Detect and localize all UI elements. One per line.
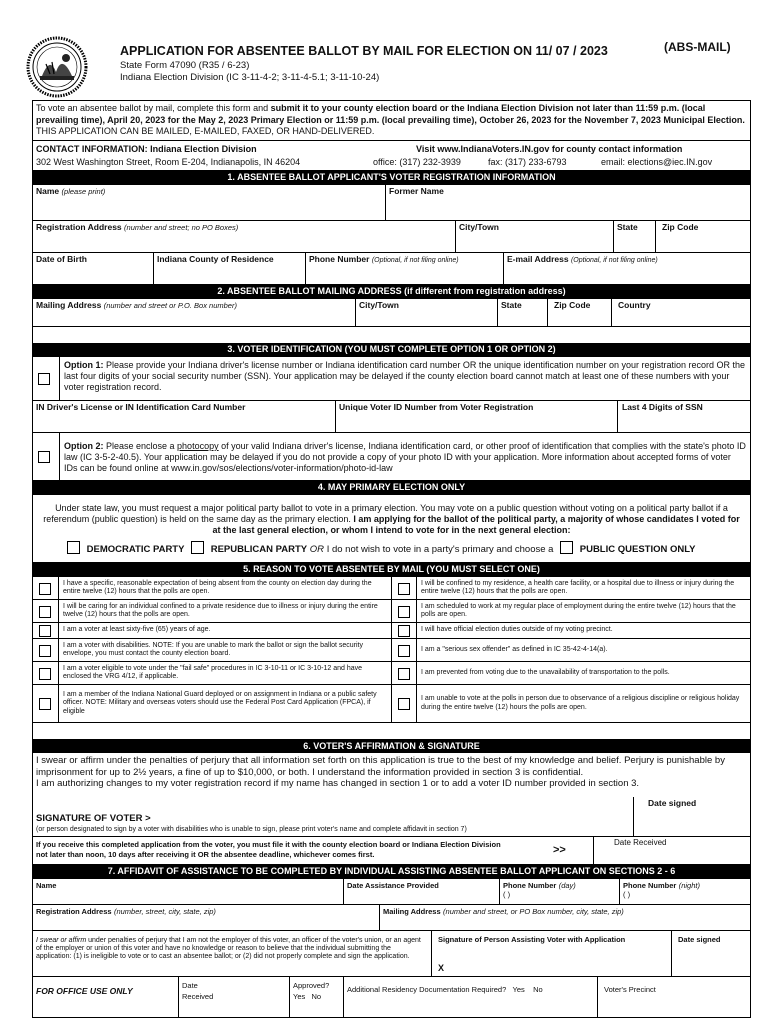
reason-checkbox-cell bbox=[33, 600, 59, 622]
arrow-icon: >> bbox=[553, 844, 566, 856]
affidavit-text bbox=[33, 931, 431, 976]
assistant-name-label: Name bbox=[36, 881, 57, 890]
reason-right-4-checkbox[interactable] bbox=[398, 645, 410, 657]
primary-applying: I am applying for the ballot of the political party, a majority of whose candidates I voted for at the last general election, or whom I intend to vote for in the next general election: bbox=[212, 513, 740, 535]
visit-website: Visit www.IndianaVoters.IN.gov for county contact information bbox=[416, 144, 683, 154]
mailing-zip-field[interactable] bbox=[547, 299, 611, 326]
mailing-city-label: City/Town bbox=[359, 300, 399, 310]
reason-right-1-text: I will be confined to my residence, a health care facility, or a hospital due to illness or injury during the entire twelve (12) hours that the polls are open. bbox=[421, 579, 735, 595]
option-2-checkbox-cell bbox=[33, 433, 59, 480]
reason-right-6-text: I am unable to vote at the polls in person due to observance of a religious discipline or religious holiday during the entire twelve (12) hours the polls are open. bbox=[421, 695, 740, 711]
form-title: APPLICATION FOR ABSENTEE BALLOT BY MAIL FOR ELECTION ON 11/ 07 / 2023 bbox=[120, 44, 608, 58]
reason-row bbox=[33, 639, 750, 662]
division-email: email: elections@iec.IN.gov bbox=[601, 157, 713, 167]
option-1-text bbox=[59, 357, 750, 400]
former-name-label: Former Name bbox=[389, 186, 444, 196]
office-residency-label: Additional Residency Documentation Required? bbox=[347, 985, 507, 994]
reason-checkbox-cell bbox=[33, 623, 59, 638]
affidavit-body: under penalties of perjury that I am not the employer of this voter, an officer of the voter's union, or an agent of the employer or union of this voter and have no knowledge or reason to believe that the individual submitting the application: (1) is ineligible to vote or to cast an absentee ballot; or (2) did not properly complete and sign the application. bbox=[36, 937, 421, 961]
office-precinct-field[interactable] bbox=[597, 977, 750, 1017]
phone-label: Phone Number bbox=[309, 254, 370, 264]
section-1-header: 1. ABSENTEE BALLOT APPLICANT'S VOTER REGISTRATION INFORMATION bbox=[33, 171, 750, 185]
mailing-address-row bbox=[33, 299, 750, 327]
signature-x-mark: X bbox=[438, 963, 445, 973]
ssn-label: Last 4 Digits of SSN bbox=[622, 402, 703, 412]
assistant-address-row bbox=[33, 905, 750, 931]
section-4-header: 4. MAY PRIMARY ELECTION ONLY bbox=[33, 481, 750, 495]
reason-checkbox-cell bbox=[391, 639, 417, 661]
section-5-header: 5. REASON TO VOTE ABSENTEE BY MAIL (YOU MUST SELECT ONE) bbox=[33, 563, 750, 577]
phone-day-paren: ( ) bbox=[503, 889, 511, 899]
office-precinct-label: Voter's Precinct bbox=[604, 985, 656, 994]
republican-label: REPUBLICAN PARTY bbox=[210, 544, 308, 555]
primary-intro: Under state law, you must request a major political party ballot to vote in a primary election. You may vote on a public question without voting on a political party ballot if a referendum (public question) is held on the same day as the primary election. bbox=[43, 503, 728, 524]
option-1-checkbox-cell bbox=[33, 357, 59, 400]
office-approved-label: Approved? bbox=[293, 981, 330, 990]
name-hint: (please print) bbox=[61, 187, 106, 196]
intro-delivery-text: THIS APPLICATION CAN BE MAILED, E-MAILED, FAXED, OR HAND-DELIVERED. bbox=[36, 126, 375, 137]
country-label: Country bbox=[618, 300, 651, 310]
city-label: City/Town bbox=[459, 222, 499, 232]
date-received-label: Date Received bbox=[614, 838, 667, 847]
indiana-state-seal bbox=[26, 36, 88, 98]
reason-left-6-checkbox[interactable] bbox=[39, 698, 51, 710]
reason-left-5-text: I am a voter eligible to vote under the "fail safe" procedures in IC 3-10-11 or IC 3-10-12 and have enclosed the VRG 4/12, if applicable. bbox=[63, 664, 363, 680]
option-2-checkbox[interactable] bbox=[38, 451, 50, 463]
reason-row bbox=[33, 600, 750, 623]
country-field[interactable] bbox=[611, 299, 750, 326]
democratic-checkbox[interactable] bbox=[67, 541, 80, 554]
affirmation-authorize: I am authorizing changes to my voter registration record if my name has changed in section 1 or to add a voter ID number provided in section 3. bbox=[36, 778, 640, 790]
email-label: E-mail Address bbox=[507, 254, 569, 264]
intro-deadline-text: submit it to your county election board or the Indiana Election Division not later than 11:59 p.m. (local prevailing time), April 20, 2023 for the May 2, 2023 Primary Election or 11:59 p.m. (local prevailing time), October 26, 2023 for the November 7, 2023 Municipal Election. bbox=[36, 103, 745, 125]
night-hint: (night) bbox=[678, 881, 700, 890]
office-phone: office: (317) 232-3939 bbox=[373, 157, 461, 167]
fax-number: fax: (317) 233-6793 bbox=[488, 157, 567, 167]
applicant-name-row bbox=[33, 185, 750, 221]
phone-day-field[interactable] bbox=[499, 879, 619, 904]
mailing-address-field[interactable] bbox=[33, 299, 355, 326]
name-field[interactable] bbox=[33, 185, 385, 220]
reason-checkbox-cell bbox=[33, 639, 59, 661]
reason-checkbox-cell bbox=[33, 685, 59, 722]
assistant-mailing-label: Mailing Address bbox=[383, 907, 441, 916]
dob-field[interactable] bbox=[33, 253, 153, 284]
reason-left-1-checkbox[interactable] bbox=[39, 583, 51, 595]
former-name-field[interactable] bbox=[385, 185, 750, 220]
unique-voter-id-field[interactable] bbox=[335, 401, 617, 432]
ssn-field[interactable] bbox=[617, 401, 750, 432]
form-frame bbox=[32, 100, 751, 1018]
phone-field[interactable] bbox=[305, 253, 503, 284]
or-label: OR bbox=[307, 544, 327, 555]
section-2-header: 2. ABSENTEE BALLOT MAILING ADDRESS (if different from registration address) bbox=[33, 285, 750, 299]
id-numbers-row bbox=[33, 401, 750, 433]
option-1-label: Option 1: bbox=[64, 360, 104, 370]
assistant-mailing-hint: (number and street, or PO Box number, city, state, zip) bbox=[443, 907, 624, 916]
reason-left-4-text: I am a voter with disabilities. NOTE: If you are unable to mark the ballot or sign the ballot security envelope, you must contact the county election board. bbox=[63, 641, 363, 657]
phone-day-label: Phone Number bbox=[503, 881, 557, 890]
form-page bbox=[24, 28, 752, 1018]
received-instructions: If you receive this completed application from the voter, you must file it with the county election board or Indiana Election Division not later than noon, 10 days after receiving it OR the absentee deadline, whichever comes first. bbox=[36, 840, 501, 859]
received-row bbox=[33, 837, 750, 865]
affidavit-swear: I swear or affirm bbox=[36, 937, 87, 944]
state-label: State bbox=[617, 222, 638, 232]
reason-checkbox-cell bbox=[391, 685, 417, 722]
signature-row bbox=[33, 797, 750, 837]
option-2-text bbox=[59, 433, 750, 480]
voter-date-signed-label: Date signed bbox=[648, 798, 697, 808]
office-residency-yes[interactable]: Yes bbox=[512, 985, 525, 994]
office-approved-field[interactable] bbox=[289, 977, 343, 1017]
reason-checkbox-cell bbox=[391, 577, 417, 599]
office-approved-no[interactable]: No bbox=[311, 991, 322, 1001]
office-residency-no[interactable]: No bbox=[533, 985, 543, 994]
assistant-signature-label: Signature of Person Assisting Voter with Application bbox=[438, 935, 626, 944]
party-choice-row bbox=[33, 539, 750, 556]
mailing-city-field[interactable] bbox=[355, 299, 497, 326]
office-approved-yes[interactable]: Yes bbox=[293, 991, 306, 1001]
reason-row bbox=[33, 623, 750, 639]
voter-date-signed-field[interactable] bbox=[633, 797, 750, 836]
email-hint: (Optional, if not filing online) bbox=[570, 257, 658, 264]
reason-right-2-text: I am scheduled to work at my regular place of employment during the entire twelve (12) hours that the polls are open. bbox=[421, 602, 736, 618]
reason-right-3-text: I will have official election duties outside of my voting precinct. bbox=[421, 626, 613, 634]
reason-right-1-checkbox[interactable] bbox=[398, 583, 410, 595]
reason-left-2-checkbox[interactable] bbox=[39, 606, 51, 618]
republican-checkbox[interactable] bbox=[191, 541, 204, 554]
reason-left-6-text: I am a member of the Indiana National Guard deployed or on assignment in Indiana or a public safety officer. NOTE: Military and overseas voters should use the Federal Post Card Application (FPCA), if eligible bbox=[63, 691, 377, 715]
assistant-registration-field[interactable] bbox=[33, 905, 379, 930]
zip-label: Zip Code bbox=[662, 222, 699, 232]
option-2-text-a: Please enclose a bbox=[103, 441, 178, 451]
section-7-header: 7. AFFIDAVIT OF ASSISTANCE TO BE COMPLETED BY INDIVIDUAL ASSISTING ABSENTEE BALLOT APPLICANT ON SECTIONS 2 - 6 bbox=[33, 865, 750, 879]
contact-info bbox=[33, 141, 750, 171]
phone-night-field[interactable] bbox=[619, 879, 750, 904]
public-question-text: I do not wish to vote in a party's primary and choose a bbox=[326, 544, 554, 555]
registration-address-label: Registration Address bbox=[36, 222, 122, 232]
reason-checkbox-cell bbox=[33, 662, 59, 684]
date-assistance-label: Date Assistance Provided bbox=[347, 881, 439, 890]
voter-signature-field[interactable] bbox=[33, 797, 633, 836]
reason-right-5-checkbox[interactable] bbox=[398, 668, 410, 680]
reason-left-2-text: I will be caring for an individual confined to a private residence due to illness or injury during the entire twelve (12) hours that the polls are open. bbox=[63, 602, 378, 618]
reason-row bbox=[33, 577, 750, 600]
assistant-signature-field[interactable] bbox=[431, 931, 671, 976]
assistant-date-signed-label: Date signed bbox=[678, 935, 721, 944]
reason-checkbox-cell bbox=[391, 600, 417, 622]
county-label: Indiana County of Residence bbox=[157, 254, 274, 264]
reason-left-3-checkbox[interactable] bbox=[39, 625, 51, 637]
assistant-name-field[interactable] bbox=[33, 879, 343, 904]
form-code: (ABS-MAIL) bbox=[664, 40, 731, 54]
unique-voter-id-label: Unique Voter ID Number from Voter Registration bbox=[339, 402, 534, 412]
option-1-checkbox[interactable] bbox=[38, 373, 50, 385]
reason-right-2-checkbox[interactable] bbox=[398, 606, 410, 618]
email-field[interactable] bbox=[503, 253, 750, 284]
public-question-label: PUBLIC QUESTION ONLY bbox=[579, 544, 696, 555]
reason-row bbox=[33, 685, 750, 723]
assistant-registration-hint: (number, street, city, state, zip) bbox=[113, 907, 216, 916]
option-1-row bbox=[33, 357, 750, 401]
option-2-photocopy: photocopy bbox=[177, 441, 219, 451]
assistant-info-row bbox=[33, 879, 750, 905]
phone-night-paren: ( ) bbox=[623, 889, 631, 899]
option-1-description: Please provide your Indiana driver's license number or Indiana identification card number OR the unique identification number on your registration record OR the last four digits of your social security number (SSN). Your application may be delayed if the county election board cannot match at least one of these numbers with your voter registration record. bbox=[64, 360, 746, 392]
city-field[interactable] bbox=[455, 221, 613, 252]
assistant-date-signed-field[interactable] bbox=[671, 931, 750, 976]
reason-right-5-text: I am prevented from voting due to the unavailability of transportation to the polls. bbox=[421, 668, 670, 676]
reason-row bbox=[33, 662, 750, 685]
dob-label: Date of Birth bbox=[36, 254, 87, 264]
assistant-mailing-field[interactable] bbox=[379, 905, 750, 930]
day-hint: (day) bbox=[558, 881, 576, 890]
reasons-grid bbox=[33, 577, 750, 739]
primary-election-text bbox=[33, 495, 750, 563]
election-division-citation: Indiana Election Division (IC 3-11-4-2; 3-11-4-5.1; 3-11-10-24) bbox=[120, 72, 380, 83]
signature-note: (or person designated to sign by a voter with disabilities who is unable to sign, please print voter's name and complete affidavit in section 7) bbox=[36, 826, 467, 833]
reason-checkbox-cell bbox=[391, 623, 417, 638]
reason-left-4-checkbox[interactable] bbox=[39, 645, 51, 657]
registration-address-row bbox=[33, 221, 750, 253]
option-2-label: Option 2: bbox=[64, 441, 104, 451]
drivers-license-label: IN Driver's License or IN Identification Card Number bbox=[36, 402, 246, 412]
phone-hint: (Optional, if not filing online) bbox=[371, 257, 459, 264]
mailing-state-label: State bbox=[501, 300, 522, 310]
mailing-zip-label: Zip Code bbox=[554, 300, 591, 310]
registration-address-field[interactable] bbox=[33, 221, 455, 252]
state-field[interactable] bbox=[613, 221, 655, 252]
phone-night-label: Phone Number bbox=[623, 881, 677, 890]
office-date-label: Date bbox=[182, 981, 198, 990]
dob-row bbox=[33, 253, 750, 285]
option-2-row bbox=[33, 433, 750, 481]
reason-left-3-text: I am a voter at least sixty-five (65) years of age. bbox=[63, 626, 211, 634]
mailing-state-field[interactable] bbox=[497, 299, 547, 326]
date-received-field[interactable] bbox=[593, 837, 750, 864]
office-received-label: Received bbox=[182, 991, 214, 1001]
option-2-description: of your valid Indiana driver's license, Indiana identification card, or other proof of identification that complies with the state's photo ID law (IC 3-5-2-40.5). Your application may be delayed if you do not provide a copy of your photo ID with your application. More information about accepted forms of voter IDs can be found online at www.in.gov/sos/elections/voter-information/photo-id-law bbox=[64, 441, 746, 473]
signature-label: SIGNATURE OF VOTER > bbox=[36, 813, 151, 824]
section-6-header: 6. VOTER'S AFFIRMATION & SIGNATURE bbox=[33, 739, 750, 753]
reason-checkbox-cell bbox=[391, 662, 417, 684]
reason-right-6-checkbox[interactable] bbox=[398, 698, 410, 710]
affirmation-perjury: I swear or affirm under the penalties of perjury that all information set forth on this application is true to the best of my knowledge and belief. Perjury is punishable by imprisonment for up to 2½ years, a fine of up to $10,000, or both. I understand the information provided in section 3 is confidential. bbox=[36, 755, 725, 778]
section-3-header: 3. VOTER IDENTIFICATION (YOU MUST COMPLETE OPTION 1 OR OPTION 2) bbox=[33, 343, 750, 357]
mailing-address-hint: (number and street or P.O. Box number) bbox=[103, 301, 237, 310]
intro-text: To vote an absentee ballot by mail, complete this form and bbox=[36, 103, 271, 113]
assistant-registration-label: Registration Address bbox=[36, 907, 112, 916]
mailing-address-label: Mailing Address bbox=[36, 300, 102, 310]
public-question-checkbox[interactable] bbox=[560, 541, 573, 554]
democratic-label: DEMOCRATIC PARTY bbox=[86, 544, 185, 555]
name-label: Name bbox=[36, 186, 60, 196]
office-date-received-field[interactable] bbox=[178, 977, 289, 1017]
office-residency-field[interactable] bbox=[343, 977, 597, 1017]
reason-left-5-checkbox[interactable] bbox=[39, 668, 51, 680]
drivers-license-field[interactable] bbox=[33, 401, 335, 432]
office-use-label-cell bbox=[33, 977, 178, 1017]
zip-field[interactable] bbox=[655, 221, 750, 252]
office-use-label: FOR OFFICE USE ONLY bbox=[36, 986, 133, 996]
contact-label: CONTACT INFORMATION: Indiana Election Division bbox=[36, 144, 257, 154]
registration-address-hint: (number and street; no PO Boxes) bbox=[124, 223, 239, 232]
date-assistance-field[interactable] bbox=[343, 879, 499, 904]
affirmation-text bbox=[33, 753, 750, 797]
intro-instructions bbox=[33, 101, 750, 141]
assistant-affidavit-row bbox=[33, 931, 750, 977]
reason-right-3-checkbox[interactable] bbox=[398, 625, 410, 637]
reason-right-4-text: I am a "serious sex offender" as defined in IC 35-42-4-14(a). bbox=[421, 645, 608, 653]
office-use-row bbox=[33, 977, 750, 1017]
form-number: State Form 47090 (R35 / 6-23) bbox=[120, 60, 250, 71]
reason-left-1-text: I have a specific, reasonable expectation of being absent from the county on election day during the entire twelve (12) hours that the polls are open. bbox=[63, 579, 372, 595]
division-address: 302 West Washington Street, Room E-204, Indianapolis, IN 46204 bbox=[36, 157, 301, 167]
reason-checkbox-cell bbox=[33, 577, 59, 599]
county-field[interactable] bbox=[153, 253, 305, 284]
